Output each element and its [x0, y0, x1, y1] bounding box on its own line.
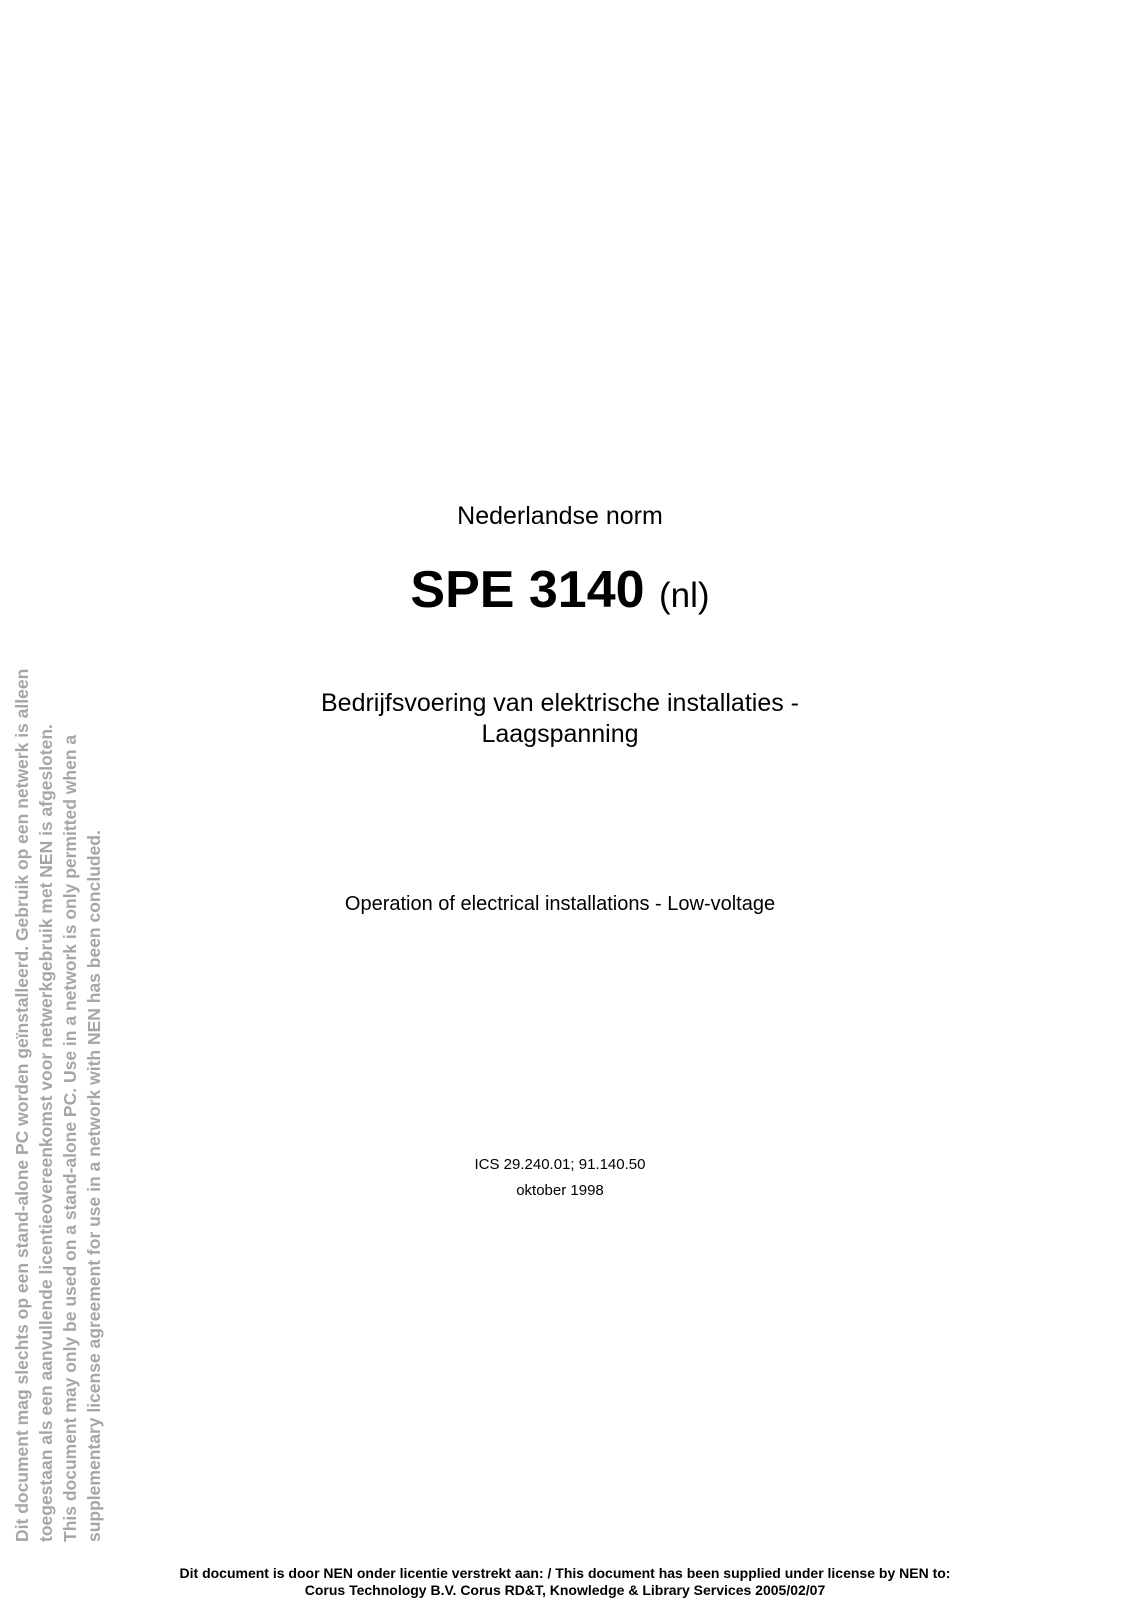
norm-label: Nederlandse norm: [457, 502, 663, 530]
license-watermark-line-2: toegestaan als een aanvullende licentieovereenkomst voor netwerkgebruik met NEN is afgesloten.: [36, 724, 56, 1542]
license-watermark-line-4: supplementary license agreement for use in a network with NEN has been concluded.: [84, 830, 104, 1542]
english-title: Operation of electrical installations - Low-voltage: [344, 893, 776, 915]
language-tag: (nl): [659, 576, 710, 615]
license-footer-line-1: Dit document is door NEN onder licentie verstrekt aan: / This document has been supplied under license by NEN to:: [179, 1565, 951, 1581]
ics-codes: ICS 29.240.01; 91.140.50: [474, 1156, 646, 1173]
license-watermark-line-1: Dit document mag slechts op een stand-alone PC worden geïnstalleerd. Gebruik op een netwerk is alleen: [12, 668, 32, 1542]
publication-date: oktober 1998: [516, 1182, 604, 1199]
dutch-title-line-1: Bedrijfsvoering van elektrische installaties -: [321, 689, 799, 717]
license-watermark-line-3: This document may only be used on a stand-alone PC. Use in a network is only permitted when a: [60, 734, 80, 1542]
document-code: [0, 560, 1120, 626]
dutch-title: [0, 688, 1120, 750]
license-footer-line-2: Corus Technology B.V. Corus RD&T, Knowledge & Library Services 2005/02/07: [304, 1582, 826, 1598]
dutch-title-line-2: Laagspanning: [481, 720, 639, 748]
license-watermark: [10, 582, 106, 1542]
document-number: SPE 3140: [410, 561, 645, 619]
